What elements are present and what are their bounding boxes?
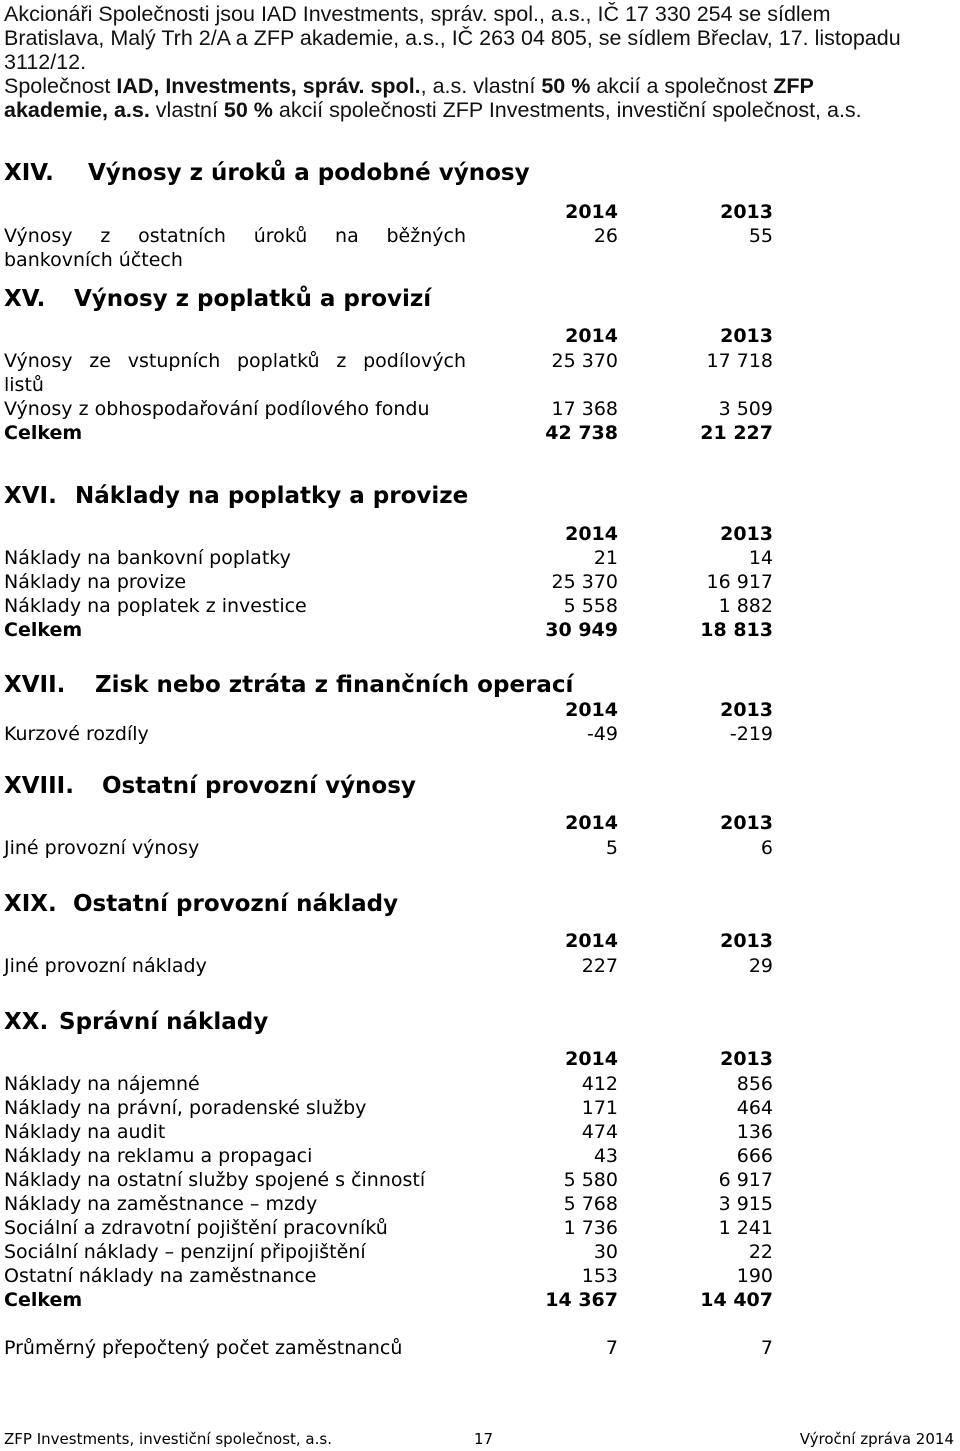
value-2013: 464	[736, 1097, 773, 1119]
year-header-row	[4, 929, 774, 953]
value-2013: 666	[736, 1145, 773, 1167]
section-heading: Náklady na poplatky a provize	[75, 483, 469, 509]
value-2013: 1 882	[718, 595, 773, 617]
employees-label: Průměrný přepočtený počet zaměstnanců	[4, 1337, 403, 1359]
year-2014-header: 2014	[565, 325, 618, 347]
row-label: Kurzové rozdíly	[4, 723, 149, 745]
section-title	[4, 771, 416, 801]
table-row	[4, 1192, 774, 1216]
value-2013: 17 718	[706, 350, 773, 372]
intro-line-1: Akcionáři Společnosti jsou IAD Investments, správ. spol., a.s., IČ 17 330 254 se sídlem	[4, 2, 831, 26]
intro-text: vlastní	[149, 98, 224, 122]
row-label: Výnosy ze vstupních poplatků z podílových	[4, 350, 466, 372]
value-2013: 190	[736, 1265, 773, 1287]
year-2014-header: 2014	[565, 812, 618, 834]
total-row	[4, 618, 774, 642]
value-2013: 14	[748, 547, 773, 569]
year-header-row	[4, 1047, 774, 1071]
year-2013-header: 2013	[720, 699, 773, 721]
row-label: Náklady na bankovní poplatky	[4, 547, 291, 569]
value-2013: 3 915	[718, 1193, 773, 1215]
table-row	[4, 1072, 774, 1096]
value-2013: -219	[729, 723, 773, 745]
year-2014-header: 2014	[565, 930, 618, 952]
intro-text: akcií a společnost	[590, 74, 774, 98]
section-title	[4, 158, 530, 188]
section-number: XIX.	[4, 891, 57, 917]
intro-share: 50 %	[223, 98, 273, 122]
intro-share: 50 %	[541, 74, 591, 98]
page-footer	[4, 1428, 954, 1450]
value-2013: 856	[736, 1073, 773, 1095]
section-title	[4, 481, 468, 511]
value-2013: 22	[748, 1241, 773, 1263]
row-label: Náklady na poplatek z investice	[4, 595, 307, 617]
row-label: Sociální náklady – penzijní připojištění	[4, 1241, 366, 1263]
value-2014: 474	[581, 1121, 618, 1143]
section-title	[4, 1007, 268, 1037]
intro-line-4	[4, 74, 954, 98]
value-2014: 5 558	[563, 595, 618, 617]
total-label: Celkem	[4, 1289, 83, 1311]
section-number: XVII.	[4, 672, 66, 698]
page-number: 17	[474, 1430, 494, 1448]
value-2014: 17 368	[551, 398, 618, 420]
value-2013: 3 509	[718, 398, 773, 420]
year-2014-header: 2014	[565, 523, 618, 545]
year-2013-header: 2013	[720, 1048, 773, 1070]
section-number: XV.	[4, 286, 46, 312]
year-header-row	[4, 698, 774, 722]
employees-row	[4, 1336, 774, 1360]
intro-company-name: akademie, a.s.	[4, 98, 150, 122]
year-2013-header: 2013	[720, 523, 773, 545]
total-2013: 18 813	[700, 619, 773, 641]
value-2014: 25 370	[551, 571, 618, 593]
value-2014: 21	[593, 547, 618, 569]
table-row	[4, 954, 774, 978]
row-label: Jiné provozní náklady	[4, 955, 207, 977]
section-number: XX.	[4, 1009, 49, 1035]
year-header-row	[4, 522, 774, 546]
section-number: XIV.	[4, 160, 54, 186]
row-label: Výnosy z ostatních úroků na běžných	[4, 225, 466, 247]
value-2014: 227	[581, 955, 618, 977]
total-2014: 30 949	[545, 619, 618, 641]
section-number: XVIII.	[4, 773, 74, 799]
year-2013-header: 2013	[720, 325, 773, 347]
year-2014-header: 2014	[565, 1048, 618, 1070]
value-2013: 29	[748, 955, 773, 977]
section-number: XVI.	[4, 483, 57, 509]
intro-line-5	[4, 98, 954, 122]
year-2013-header: 2013	[720, 930, 773, 952]
table-row	[4, 722, 774, 746]
table-row	[4, 570, 774, 594]
year-2014-header: 2014	[565, 699, 618, 721]
row-label: Náklady na reklamu a propagaci	[4, 1145, 313, 1167]
intro-company-name: ZFP	[773, 74, 814, 98]
value-2013: 6 917	[718, 1169, 773, 1191]
footer-company: ZFP Investments, investiční společnost, a.s.	[4, 1430, 332, 1448]
total-2013: 14 407	[700, 1289, 773, 1311]
year-header-row	[4, 200, 774, 224]
table-row	[4, 1096, 774, 1120]
value-2014: 5 580	[563, 1169, 618, 1191]
value-2014: 412	[581, 1073, 618, 1095]
year-header-row	[4, 324, 774, 348]
value-2014: 5 768	[563, 1193, 618, 1215]
table-row	[4, 224, 774, 272]
total-2014: 14 367	[545, 1289, 618, 1311]
value-2014: -49	[586, 723, 618, 745]
row-label: Náklady na provize	[4, 571, 187, 593]
row-label: Jiné provozní výnosy	[4, 837, 200, 859]
value-2014: 25 370	[551, 350, 618, 372]
table-row	[4, 397, 774, 421]
year-2014-header: 2014	[565, 201, 618, 223]
employees-2014: 7	[605, 1337, 618, 1359]
total-2013: 21 227	[700, 422, 773, 444]
section-heading: Ostatní provozní náklady	[73, 891, 399, 917]
section-heading: Výnosy z poplatků a provizí	[74, 286, 432, 312]
row-label: Náklady na zaměstnance – mzdy	[4, 1193, 318, 1215]
total-2014: 42 738	[545, 422, 618, 444]
table-row	[4, 1168, 774, 1192]
section-heading: Zisk nebo ztráta z finančních operací	[95, 672, 574, 698]
intro-text: Společnost	[4, 74, 117, 98]
value-2014: 153	[581, 1265, 618, 1287]
value-2014: 171	[581, 1097, 618, 1119]
total-row	[4, 421, 774, 445]
intro-line-2: Bratislava, Malý Trh 2/A a ZFP akademie, a.s., IČ 263 04 805, se sídlem Břeclav, 17. listopadu	[4, 26, 901, 50]
row-label: Sociální a zdravotní pojištění pracovníků	[4, 1217, 388, 1239]
row-label: Náklady na audit	[4, 1121, 166, 1143]
value-2013: 6	[760, 837, 773, 859]
section-title	[4, 670, 573, 700]
row-label-continued: listů	[4, 374, 44, 396]
value-2014: 26	[593, 225, 618, 247]
row-label-continued: bankovních účtech	[4, 249, 183, 271]
value-2014: 5	[605, 837, 618, 859]
row-label: Výnosy z obhospodařování podílového fondu	[4, 398, 430, 420]
table-row	[4, 1144, 774, 1168]
intro-text: , a.s. vlastní	[420, 74, 542, 98]
total-label: Celkem	[4, 619, 83, 641]
value-2014: 1 736	[563, 1217, 618, 1239]
total-label: Celkem	[4, 422, 83, 444]
footer-report-title: Výroční zpráva 2014	[799, 1430, 954, 1448]
employees-2013: 7	[760, 1337, 773, 1359]
row-label: Náklady na nájemné	[4, 1073, 200, 1095]
table-row	[4, 1216, 774, 1240]
table-row	[4, 594, 774, 618]
section-heading: Ostatní provozní výnosy	[102, 773, 416, 799]
intro-text: akcií společnosti ZFP Investments, investiční společnost, a.s.	[272, 98, 862, 122]
table-row	[4, 836, 774, 860]
intro-company-name: IAD, Investments, správ. spol.	[116, 74, 421, 98]
table-row	[4, 349, 774, 397]
section-heading: Výnosy z úroků a podobné výnosy	[88, 160, 530, 186]
table-row	[4, 546, 774, 570]
value-2014: 30	[593, 1241, 618, 1263]
value-2013: 136	[736, 1121, 773, 1143]
section-heading: Správní náklady	[59, 1009, 269, 1035]
table-row	[4, 1240, 774, 1264]
section-title	[4, 889, 398, 919]
value-2013: 16 917	[706, 571, 773, 593]
table-row	[4, 1120, 774, 1144]
year-header-row	[4, 811, 774, 835]
total-row	[4, 1288, 774, 1312]
value-2013: 1 241	[718, 1217, 773, 1239]
year-2013-header: 2013	[720, 812, 773, 834]
table-row	[4, 1264, 774, 1288]
value-2014: 43	[593, 1145, 618, 1167]
value-2013: 55	[748, 225, 773, 247]
section-title	[4, 284, 431, 314]
row-label: Náklady na právní, poradenské služby	[4, 1097, 367, 1119]
row-label: Náklady na ostatní služby spojené s činností	[4, 1169, 426, 1191]
row-label: Ostatní náklady na zaměstnance	[4, 1265, 317, 1287]
intro-line-3: 3112/12.	[4, 50, 87, 74]
year-2013-header: 2013	[720, 201, 773, 223]
